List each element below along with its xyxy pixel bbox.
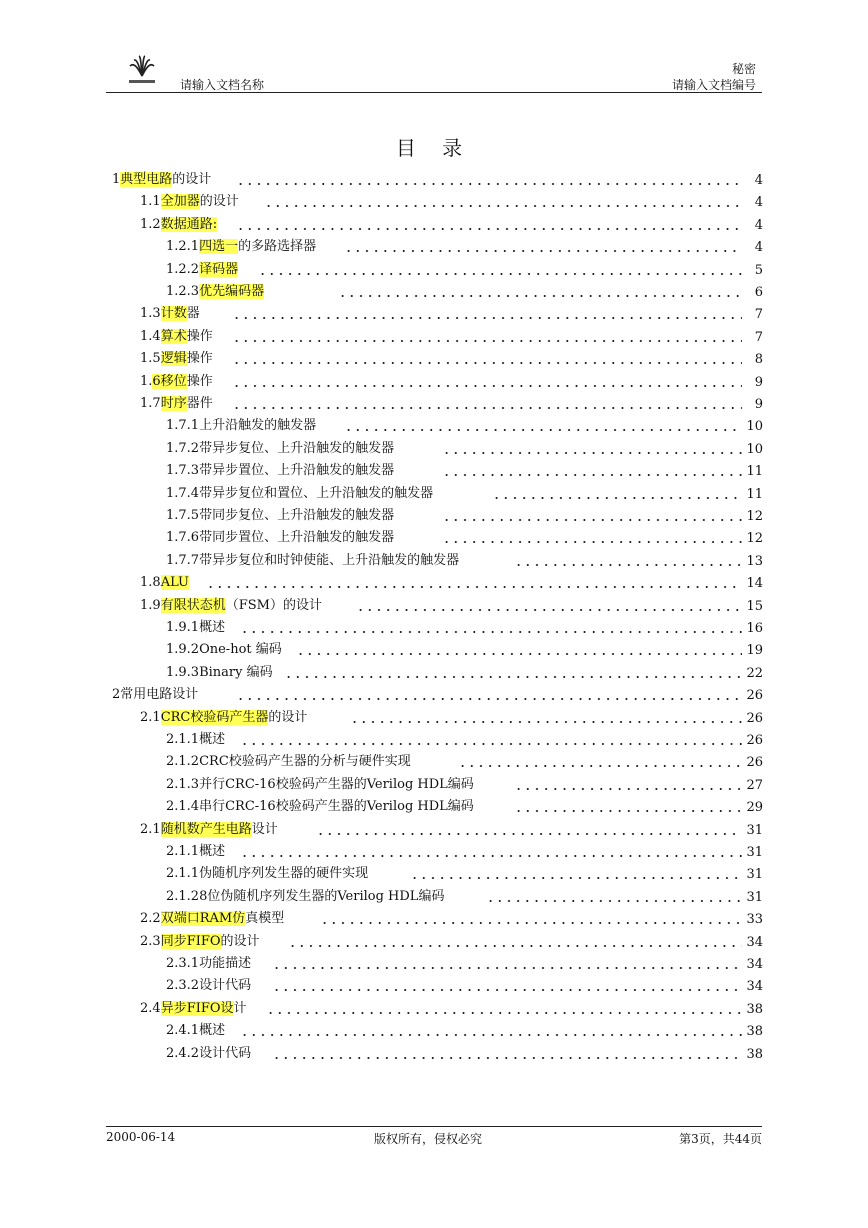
toc-dot-leader [442,519,742,521]
toc-entry-title [166,416,316,436]
toc-entry-highlighted-text: 时序 [160,396,187,411]
toc-entry-text: 带同步复位、上升沿触发的触发器 [199,508,395,523]
toc-entry-text: 带同步置位、上升沿触发的触发器 [199,530,395,546]
toc-entry-number: 2 [112,687,121,703]
toc-entry-number: 2.1.1 [166,844,200,859]
toc-entry-text: 计 [233,1000,247,1016]
toc-page-number: 34 [746,957,763,972]
toc-dot-leader [288,945,742,947]
toc-entry-title [140,394,213,414]
toc-entry-text: 带异步复位和置位、上升沿触发的触发器 [199,485,434,501]
toc-entry-highlighted-text: 随机数产生电路 [160,821,252,837]
toc-dot-leader [442,452,742,454]
toc-dot-leader [514,788,742,790]
toc-entry[interactable] [0,1044,868,1066]
toc-title: 目 录 [395,136,473,160]
toc-page-number: 33 [746,912,763,928]
toc-entry-number: 1.7.6 [166,530,200,546]
toc-entry[interactable] [0,842,868,864]
toc-entry-number: 2.4.2 [166,1045,200,1061]
document-name: 请输入文档名称 [180,78,265,92]
toc-entry-number: 1.9.2 [166,642,200,658]
toc-entry-highlighted-text: 计数 [160,306,187,322]
toc-entry-number: 2.1.4 [166,799,200,815]
toc-entry-title [166,730,225,750]
toc-entry-number: 1.7.2 [166,440,200,456]
toc-entry[interactable] [0,976,868,998]
toc-entry-highlighted-text: CRC校验码产生器 [160,709,269,725]
toc-entry-text: 带异步复位、上升沿触发的触发器 [199,440,395,456]
toc-entry[interactable] [0,1021,868,1043]
toc-page-number: 29 [746,800,763,816]
toc-entry-text: 概述 [199,732,226,747]
toc-dot-leader [232,317,742,319]
toc-page-number: 22 [746,665,763,681]
toc-page-number: 34 [746,934,763,950]
toc-page-number: 27 [746,777,763,793]
toc-entry[interactable] [0,551,868,573]
toc-entry-number: 1.8 [140,575,161,591]
toc-page-number: 7 [754,329,763,345]
toc-page-number: 11 [746,464,763,480]
toc-dot-leader [232,340,742,342]
toc-dot-leader [272,967,742,969]
toc-dot-leader [240,855,742,857]
toc-page-number: 31 [746,867,763,883]
toc-entry[interactable] [0,999,868,1021]
toc-entry-text: 设计代码 [199,1045,252,1061]
toc-entry-title [140,349,213,369]
toc-entry-number: 2.4.1 [166,1023,200,1039]
toc-page-number: 10 [746,441,763,457]
toc-entry[interactable] [0,349,868,371]
toc-entry[interactable] [0,932,868,954]
toc-dot-leader [338,295,742,297]
toc-entry[interactable] [0,416,868,438]
toc-page-number: 4 [754,173,763,188]
toc-dot-leader [206,586,742,588]
toc-entry-title [166,528,394,548]
toc-entry-text: Binary 编码 [199,664,273,680]
toc-entry-text: 串行CRC-16校验码产生器的Verilog HDL编码 [199,799,474,815]
toc-entry[interactable] [0,596,868,618]
toc-entry-title [166,887,444,907]
toc-page-number: 12 [746,531,763,547]
toc-entry-text: 常用电路设计 [120,687,199,703]
toc-entry-number: 2.3.2 [166,978,200,994]
toc-page-number: 9 [754,397,763,412]
toc-entry-highlighted-text: 异步FIFO设 [160,1000,234,1016]
toc-entry[interactable] [0,752,868,774]
toc-entry-number: 1.7 [140,396,161,411]
toc-entry-text: 的设计 [199,194,239,210]
toc-dot-leader [514,810,742,812]
toc-entry-title [166,439,394,459]
toc-entry-text: 操作 [186,373,213,389]
toc-entry-text: 操作 [186,328,213,344]
toc-entry[interactable] [0,170,868,192]
toc-page-number: 16 [746,621,763,636]
toc-entry-highlighted-text: 数据通路: [160,216,218,232]
toc-entry-title [166,954,251,974]
toc-entry-text: 概述 [199,1023,226,1039]
company-logo [124,52,160,88]
toc-entry[interactable] [0,663,868,685]
toc-page-number: 4 [754,240,763,256]
toc-dot-leader [266,1012,742,1014]
toc-entry-number: 1.7.3 [166,463,200,479]
toc-entry-title [140,596,322,616]
toc-entry-title [140,304,200,324]
toc-entry[interactable] [0,887,868,909]
toc-entry-number: 1.7.4 [166,485,200,501]
toc-entry-title [112,685,198,705]
toc-entry[interactable] [0,909,868,931]
toc-entry-text: 概述 [199,844,226,859]
toc-entry-number: 1.9.1 [166,620,200,635]
toc-page-number: 26 [746,688,763,704]
toc-entry-title [140,192,239,212]
toc-entry-title [166,1044,251,1064]
toc-entry-text: 功能描述 [199,956,252,971]
toc-entry-highlighted-text: 6移位 [152,373,187,389]
toc-dot-leader [344,429,742,431]
toc-entry-title [166,797,474,817]
toc-entry[interactable] [0,394,868,416]
toc-entry-text: 上升沿触发的触发器 [199,418,317,434]
toc-entry-title [140,999,247,1019]
toc-entry-highlighted-text: 优先编码器 [199,284,265,299]
toc-entry-title [166,551,459,571]
toc-page-number: 38 [746,1024,763,1040]
toc-dot-leader [240,631,742,633]
toc-entry-highlighted-text: 逻辑 [160,351,187,367]
toc-entry-highlighted-text: 典型电路 [120,172,173,187]
toc-entry[interactable] [0,775,868,797]
toc-entry-text: 器 [186,306,200,322]
toc-page-number: 4 [754,195,763,211]
toc-entry-text: 伪随机序列发生器的硬件实现 [199,866,369,882]
toc-entry-title [140,909,284,929]
toc-dot-leader [284,676,742,678]
toc-entry-title [166,640,282,660]
toc-entry-title [166,260,238,280]
toc-entry-number: 1.9.3 [166,664,200,680]
toc-page-number: 8 [754,352,763,368]
toc-entry-number: 2.3.1 [166,956,200,971]
toc-entry-number: 2.4 [140,1000,161,1016]
toc-entry-title [166,461,394,481]
toc-entry[interactable] [0,528,868,550]
toc-entry-text: 概述 [199,620,226,635]
toc-dot-leader [320,922,742,924]
toc-page-number: 7 [754,307,763,323]
toc-page-number: 10 [746,419,763,435]
toc-dot-leader [258,273,742,275]
toc-page-number: 9 [754,374,763,390]
toc-entry-number: 2.1.1 [166,866,200,882]
toc-entry[interactable] [0,372,868,394]
toc-entry[interactable] [0,797,868,819]
toc-entry-number: 2.1.2 [166,888,200,904]
toc-entry-number: 1.2.3 [166,284,200,299]
toc-entry-number: 1.1 [140,194,161,210]
toc-entry[interactable] [0,260,868,282]
toc-dot-leader [236,698,742,700]
toc-entry-title [166,484,433,504]
toc-entry-title [140,327,213,347]
toc-dot-leader [316,833,742,835]
toc-entry-text: 器件 [186,396,213,411]
toc-entry-number: 2.3 [140,933,161,949]
toc-entry-highlighted-text: 全加器 [160,194,200,210]
toc-dot-leader [486,900,742,902]
toc-entry-text: 8位伪随机序列发生器的Verilog HDL编码 [199,888,445,904]
toc-entry-text: 并行CRC-16校验码产生器的Verilog HDL编码 [199,776,474,792]
toc-page-number: 34 [746,979,763,995]
toc-entry-title [166,237,316,257]
toc-page-number: 26 [746,755,763,771]
toc-entry-title [140,932,260,952]
toc-dot-leader [514,564,742,566]
toc-entry-number: 1.2.1 [166,239,200,255]
toc-dot-leader [296,653,742,655]
toc-entry-text: 带异步置位、上升沿触发的触发器 [199,463,395,479]
toc-entry-title [166,506,394,526]
toc-entry-number: 1.2.2 [166,261,200,277]
toc-entry-number: 2.1.3 [166,776,200,792]
toc-entry-text: 的设计 [268,709,308,725]
toc-entry-number: 1.4 [140,328,161,344]
toc-dot-leader [410,877,742,879]
toc-dot-leader [236,228,742,230]
toc-dot-leader [356,609,742,611]
toc-entry-number: 1.7.5 [166,508,200,523]
toc-page-number: 19 [746,643,763,659]
toc-entry-text: 设计代码 [199,978,252,994]
toc-page-number: 26 [746,710,763,726]
toc-entry-title [112,170,211,190]
toc-entry-highlighted-text: 译码器 [199,261,239,277]
toc-entry-title [166,752,411,772]
toc-entry-highlighted-text: 算术 [160,328,187,344]
toc-entry[interactable] [0,708,868,730]
toc-entry-number: 1. [140,373,153,389]
toc-entry-title [140,573,189,593]
toc-entry-text: One-hot 编码 [199,642,282,658]
page-footer [106,1126,762,1146]
toc-entry[interactable] [0,685,868,707]
footer-date: 2000-06-14 [106,1130,176,1144]
page-header [106,52,762,93]
toc-entry-text: 带异步复位和时钟使能、上升沿触发的触发器 [199,552,460,568]
toc-entry-title [166,976,251,996]
toc-entry[interactable] [0,327,868,349]
toc-page-number: 31 [746,889,763,905]
toc-entry[interactable] [0,618,868,640]
toc-entry-text: 的设计 [172,172,212,187]
toc-entry-number: 1.2 [140,216,161,232]
toc-entry-highlighted-text: 同步FIFO [160,933,221,949]
toc-entry-number: 1.3 [140,306,161,322]
toc-entry-text: 真模型 [245,911,285,927]
toc-entry[interactable] [0,954,868,976]
toc-entry-number: 2.1 [140,709,161,725]
toc-entry-number: 1.7.1 [166,418,200,434]
toc-page-number: 13 [746,553,763,569]
toc-entry-number: 2.1.2 [166,754,200,770]
toc-entry-title [140,372,213,392]
toc-entry[interactable] [0,573,868,595]
toc-entry-number: 2.1 [140,821,161,837]
toc-page-number: 38 [746,1001,763,1017]
toc-entry-highlighted-text: 有限状态机 [160,597,226,613]
toc-entry-title [140,820,278,840]
toc-entry[interactable] [0,439,868,461]
toc-entry-highlighted-text: 双端口RAM仿 [160,911,246,927]
toc-entry-highlighted-text: 四选一 [199,239,239,255]
toc-page-number: 14 [746,576,763,592]
toc-entry-number: 2.1.1 [166,732,200,747]
toc-page-number: 31 [746,822,763,838]
toc-dot-leader [272,1057,742,1059]
toc-entry-text: 的多路选择器 [238,239,317,255]
toc-page-number: 31 [746,845,763,860]
toc-entry-title [166,842,225,862]
toc-dot-leader [458,765,742,767]
toc-entry-text: （FSM）的设计 [225,597,322,613]
toc-entry-highlighted-text: ALU [160,575,189,591]
toc-entry-text: 的设计 [220,933,260,949]
toc-entry[interactable] [0,461,868,483]
toc-dot-leader [344,250,742,252]
classification: 秘密 [731,62,756,76]
toc-entry-number: 1.5 [140,351,161,367]
toc-entry[interactable] [0,730,868,752]
toc-entry-title [166,775,474,795]
toc-entry-text: 设计 [251,821,278,837]
toc-dot-leader [492,497,742,499]
toc-entry[interactable] [0,215,868,237]
toc-entry[interactable] [0,237,868,259]
toc-entry-text: 操作 [186,351,213,367]
toc-page-number: 6 [754,285,763,300]
toc-dot-leader [264,205,742,207]
toc-entry-title [166,618,225,638]
toc-entry-title [140,215,217,235]
toc-entry-title [166,282,264,302]
toc-entry-title [166,864,368,884]
toc-entry-title [140,708,307,728]
toc-dot-leader [240,743,742,745]
toc-entry[interactable] [0,484,868,506]
toc-page-number: 38 [746,1046,763,1062]
toc-dot-leader [350,721,742,723]
toc-entry[interactable] [0,640,868,662]
toc-dot-leader [232,385,742,387]
toc-page-number: 4 [754,217,763,233]
toc-page-number: 5 [754,262,763,278]
toc-dot-leader [236,183,742,185]
toc-dot-leader [272,989,742,991]
toc-entry[interactable] [0,282,868,304]
toc-entry-title [166,663,273,683]
toc-entry-number: 1 [112,172,121,187]
toc-entry-number: 2.2 [140,911,161,927]
toc-dot-leader [442,474,742,476]
toc-page-number: 12 [746,509,763,524]
toc-dot-leader [232,407,742,409]
toc-entry-number: 1.7.7 [166,552,200,568]
document-number: 请输入文档编号 [671,78,756,92]
toc-page-number: 11 [746,486,763,502]
toc-entry-text: CRC校验码产生器的分析与硬件实现 [199,754,411,770]
footer-page-info: 第3页，共44页 [679,1132,762,1146]
toc-entry-title [166,1021,225,1041]
footer-copyright: 版权所有，侵权必究 [374,1132,483,1146]
toc-dot-leader [232,362,742,364]
toc-page-number: 26 [746,733,763,748]
toc-page-number: 15 [746,598,763,614]
toc-entry-number: 1.9 [140,597,161,613]
toc-entry[interactable] [0,506,868,528]
toc-entry[interactable] [0,864,868,886]
toc-dot-leader [442,541,742,543]
toc-entry[interactable] [0,304,868,326]
toc-entry[interactable] [0,820,868,842]
toc-entry[interactable] [0,192,868,214]
toc-dot-leader [240,1034,742,1036]
